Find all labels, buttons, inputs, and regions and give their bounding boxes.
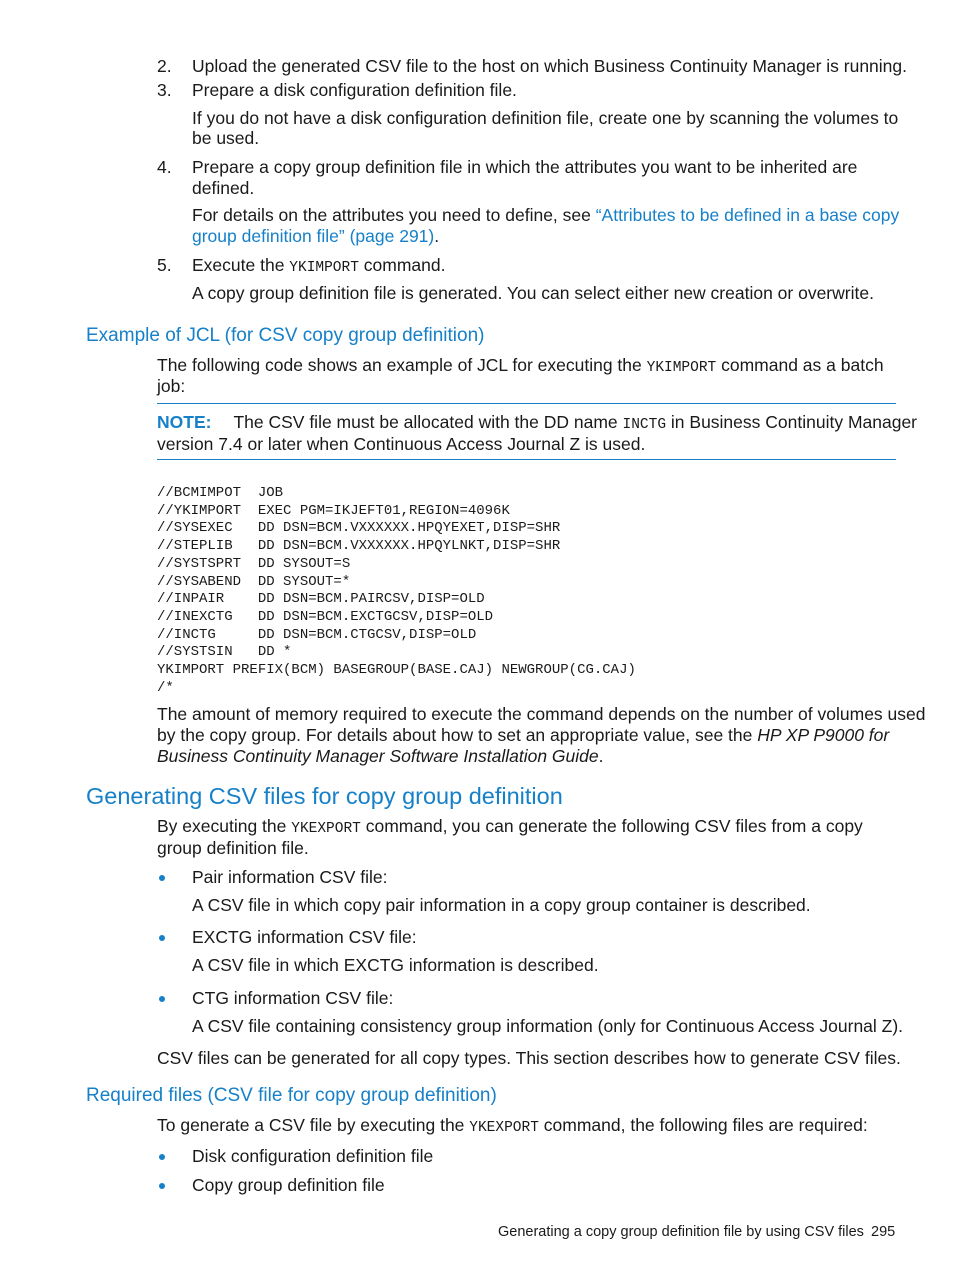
inline-code: YKIMPORT <box>646 360 717 376</box>
bullet-icon <box>159 875 165 881</box>
step-3-detail: If you do not have a disk configuration definition file, create one by scanning the volumes to <box>192 108 899 128</box>
list-item: Disk configuration definition file <box>192 1146 434 1166</box>
paragraph: Business Continuity Manager Software Installation Guide. <box>157 746 604 766</box>
paragraph: To generate a CSV file by executing the YKEXPORT command, the following files are required: <box>157 1115 868 1136</box>
page-number: 295 <box>871 1224 896 1240</box>
list-item-desc: A CSV file containing consistency group information (only for Continuous Access Journal Z). <box>192 1016 904 1036</box>
section-heading: Example of JCL (for CSV copy group definition) <box>86 325 485 346</box>
list-item: Pair information CSV file: <box>192 867 388 887</box>
step-4-detail: group definition file” (page 291). <box>192 226 440 246</box>
paragraph: The amount of memory required to execute the command depends on the number of volumes used <box>157 704 926 724</box>
step-3-text: Prepare a disk configuration definition file. <box>192 80 517 100</box>
section-heading: Generating CSV files for copy group definition <box>86 783 563 809</box>
section-heading: Required files (CSV file for copy group definition) <box>86 1085 497 1106</box>
footer-title: Generating a copy group definition file by using CSV files <box>498 1224 864 1240</box>
note: version 7.4 or later when Continuous Access Journal Z is used. <box>157 434 646 454</box>
list-item-desc: A CSV file in which copy pair information in a copy group container is described. <box>192 895 811 915</box>
step-number: 2. <box>157 56 172 76</box>
step-4-text: defined. <box>192 178 255 198</box>
list-item: CTG information CSV file: <box>192 988 394 1008</box>
paragraph: job: <box>157 376 186 396</box>
note-label: NOTE: <box>157 412 212 432</box>
step-5-detail: A copy group definition file is generated. You can select either new creation or overwrite. <box>192 283 874 303</box>
bullet-icon <box>159 1183 165 1189</box>
xref-link[interactable]: “Attributes to be defined in a base copy <box>595 205 900 225</box>
inline-code: YKEXPORT <box>469 1120 539 1136</box>
bullet-icon <box>159 935 165 941</box>
paragraph: CSV files can be generated for all copy types. This section describes how to generate CSV files. <box>157 1048 901 1068</box>
inline-code: INCTG <box>622 417 667 433</box>
paragraph: The following code shows an example of JCL for executing the YKIMPORT command as a batch <box>157 355 884 376</box>
bullet-icon <box>159 1154 165 1160</box>
paragraph: group definition file. <box>157 838 309 858</box>
list-item-desc: A CSV file in which EXCTG information is described. <box>192 955 599 975</box>
step-5-text: Execute the YKIMPORT command. <box>192 255 446 276</box>
step-4-detail: For details on the attributes you need to define, see “Attributes to be defined in a base copy <box>192 205 900 225</box>
paragraph: By executing the YKEXPORT command, you can generate the following CSV files from a copy <box>157 816 863 837</box>
paragraph: by the copy group. For details about how to set an appropriate value, see the HP XP P9000 for <box>157 725 890 745</box>
xref-link[interactable]: group definition file” (page 291) <box>192 226 435 246</box>
list-item: EXCTG information CSV file: <box>192 927 417 947</box>
note-top-rule <box>157 403 896 404</box>
bullet-icon <box>159 996 165 1002</box>
step-number: 3. <box>157 80 172 100</box>
inline-code: YKIMPORT <box>289 260 359 276</box>
jcl-code-block: //BCMIMPOT JOB //YKIMPORT EXEC PGM=IKJEFT01,REGION=4096K //SYSEXEC DD DSN=BCM.VXXXXXX.HPQYEXET,DISP=SHR //STEPLIB DD DSN=BCM.VXXXXXX.HPQYLNKT,DISP=SHR //SYSTSPRT DD SYSOUT=S //SYSABEND DD SYSOUT=* //INPAIR DD DSN=BCM.PAIRCSV,DISP=OLD //INEXCTG DD DSN=BCM.EXCTGCSV,DISP=OLD //INCTG DD DSN=BCM.CTGCSV,DISP=OLD //SYSTSIN DD * YKIMPORT PREFIX(BCM) BASEGROUP(BASE.CAJ) NEWGROUP(CG.CAJ) /* <box>157 485 636 696</box>
step-number: 5. <box>157 255 172 275</box>
step-2-text: Upload the generated CSV file to the host on which Business Continuity Manager is running. <box>192 56 908 76</box>
note-bottom-rule <box>157 459 896 460</box>
step-4-text: Prepare a copy group definition file in which the attributes you want to be inherited are <box>192 157 858 177</box>
list-item: Copy group definition file <box>192 1175 385 1195</box>
note: NOTE: The CSV file must be allocated with the DD name INCTG in Business Continuity Manager <box>157 412 918 433</box>
step-number: 4. <box>157 157 172 177</box>
inline-code: YKEXPORT <box>291 821 361 837</box>
step-3-detail: be used. <box>192 128 260 148</box>
